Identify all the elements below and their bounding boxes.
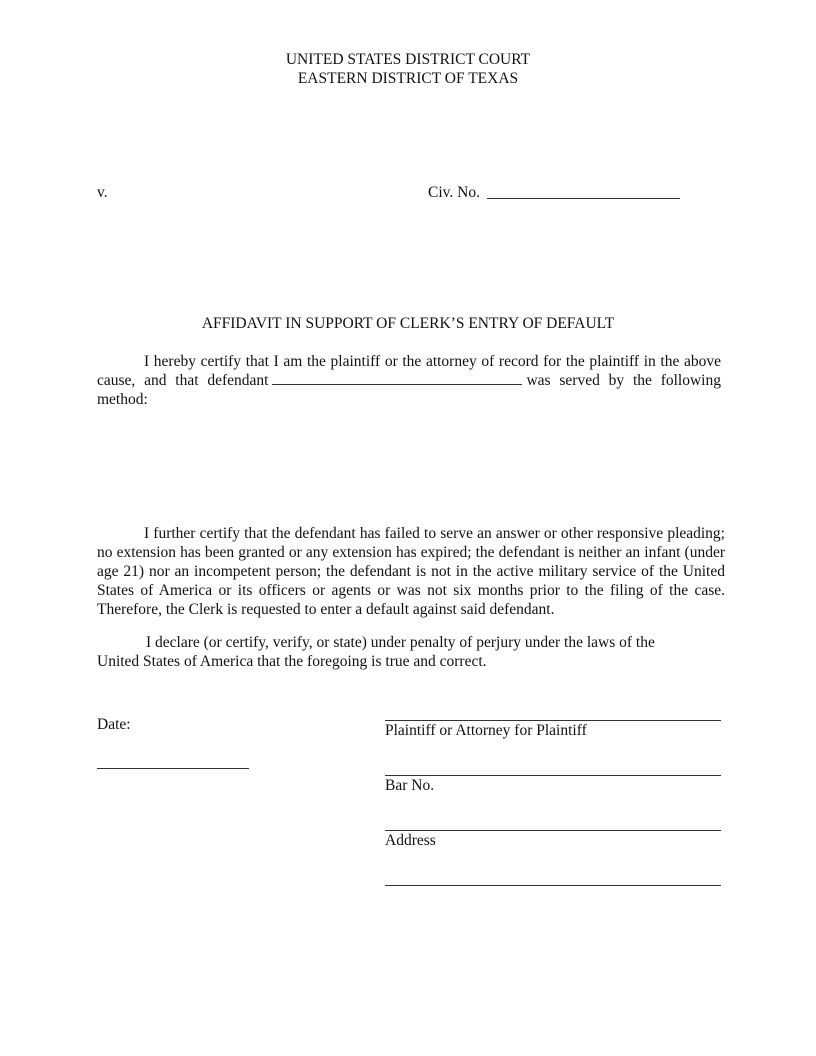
civ-no-blank-line[interactable] [487,198,680,199]
declaration-line-1: I declare (or certify, verify, or state) under penalty of perjury under the laws of the [146,634,655,651]
declaration-line-2: United States of America that the foregoing is true and correct. [97,653,487,670]
signature-blank-line[interactable] [385,720,721,721]
civ-no-label: Civ. No. [428,184,480,201]
paragraph1-text-start: I hereby certify that I am the plaintiff or the attorney of record for the plaintiff in the above cause, and that defendant [97,353,721,389]
address-second-blank-line[interactable] [385,885,721,886]
paragraph1-text-end: was served by the following method: [97,372,721,408]
address-blank-line[interactable] [385,830,721,831]
signer-label: Plaintiff or Attorney for Plaintiff [385,722,587,739]
paragraph2-text: I further certify that the defendant has failed to serve an answer or other responsive pleading; no extension has been granted or any extension has expired; the defendant is neither an infant (under age 21) nor an incompetent person; the defendant is not in the active military service of the United States of America or its officers or agents or was not six months prior to the filing of the case. Therefore, the Clerk is requested to enter a default against said defendant. [97,525,725,618]
default-certification-paragraph [97,524,725,619]
address-label: Address [385,832,436,849]
district-name: EASTERN DISTRICT OF TEXAS [297,70,519,87]
document-title: AFFIDAVIT IN SUPPORT OF CLERK’S ENTRY OF DEFAULT [201,315,615,332]
date-label: Date: [97,716,131,733]
defendant-name-blank[interactable] [272,371,522,385]
date-blank-line[interactable] [97,768,249,769]
bar-no-blank-line[interactable] [385,775,721,776]
bar-no-label: Bar No. [385,777,435,794]
service-certification-paragraph [97,352,721,409]
versus-label: v. [97,184,108,201]
court-name: UNITED STATES DISTRICT COURT [285,51,531,68]
